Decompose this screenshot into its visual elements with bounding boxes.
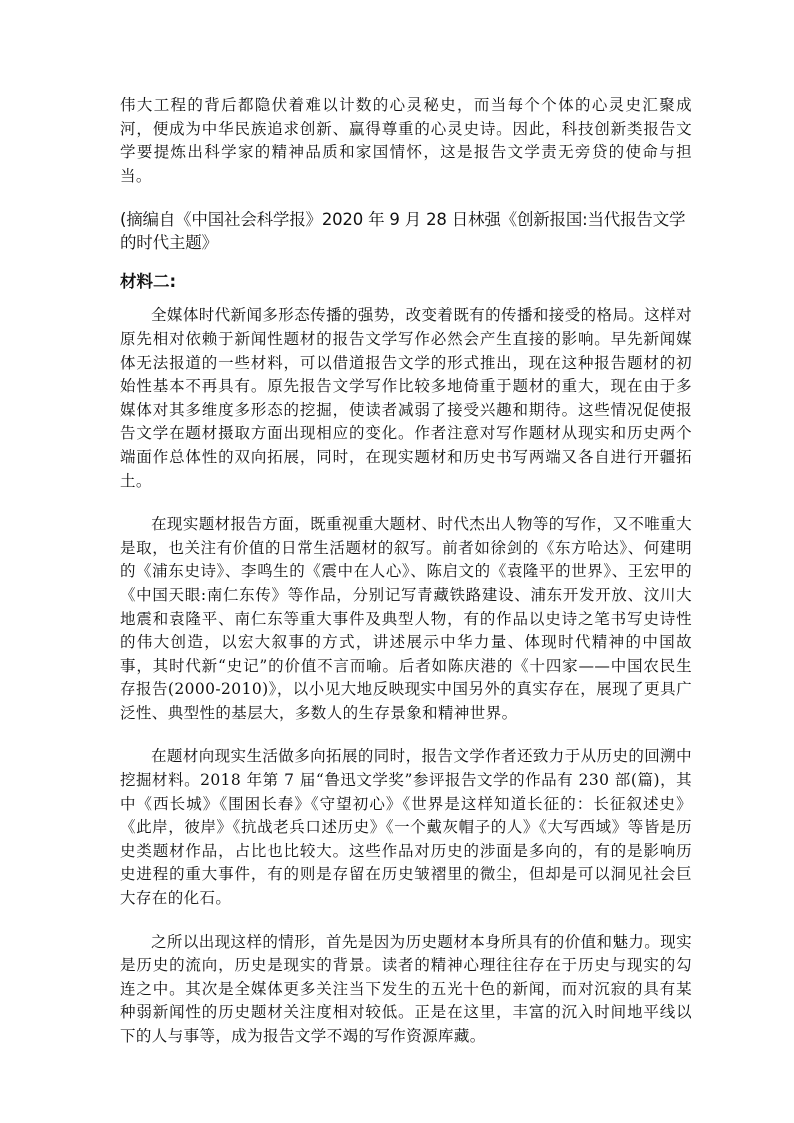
intro-paragraph: 伟大工程的背后都隐伏着难以计数的心灵秘史，而当每个个体的心灵史汇聚成河，便成为中华民族追求创新、赢得尊重的心灵史诗。因此，科技创新类报告文学要提炼出科学家的精神品质和家国情怀，这是报告文学责无旁贷的使命与担当。 [120, 96, 692, 185]
paragraph-gap [120, 911, 692, 931]
body-paragraph: 在现实题材报告方面，既重视重大题材、时代杰出人物等的写作，又不唯重大是取，也关注有价值的日常生活题材的叙写。前者如徐剑的《东方哈达》、何建明的《浦东史诗》、李鸣生的《震中在人心》、陈启文的《袁隆平的世界》、王宏甲的《中国天眼:南仁东传》等作品，分别记写青藏铁路建设、浦东开发开放、汶川大地震和袁隆平、南仁东等重大事件及典型人物，有的作品以史诗之笔书写史诗性的伟大创造，以宏大叙事的方式，讲述展示中华力量、体现时代精神的中国故事，其时代新“史记”的价值不言而喻。后者如陈庆港的《十四家——中国农民生存报告(2000-2010)》，以小见大地反映现实中国另外的真实存在，展现了更具广泛性、典型性的基层大，多数人的生存景象和精神世界。 [120, 515, 692, 722]
body-paragraph: 在题材向现实生活做多向拓展的同时，报告文学作者还致力于从历史的回溯中挖掘材料。2018 年第 7 届“鲁迅文学奖”参评报告文学的作品有 230 部(篇)，其中《西长城》《围困长春》《守望初心》《世界是这样知道长征的：长征叙述史》《此岸，彼岸》《抗战老兵口述历史》《一个戴灰帽子的人》《大写西域》等皆是历史类题材作品，占比也比较大。这些作品对历史的涉面是多向的，有的是影响历史进程的重大事件，有的则是存留在历史皱褶里的微尘，但却是可以洞见社会巨大存在的化石。 [120, 747, 692, 908]
paragraph-gap [120, 725, 692, 745]
paragraph-gap [120, 493, 692, 513]
body-paragraph: 之所以出现这样的情形，首先是因为历史题材本身所具有的价值和魅力。现实是历史的流向，历史是现实的背景。读者的精神心理往往存在于历史与现实的勾连之中。其次是全媒体更多关注当下发生的五光十色的新闻，而对沉寂的具有某种弱新闻性的历史题材关注度相对较低。正是在这里，丰富的沉入时间地平线以下的人与事等，成为报告文学不竭的写作资源库藏。 [120, 932, 692, 1045]
body-paragraph: 全媒体时代新闻多形态传播的强势，改变着既有的传播和接受的格局。这样对原先相对依赖于新闻性题材的报告文学写作必然会产生直接的影响。早先新闻媒体无法报道的一些材料，可以借道报告文学的形式推出，现在这种报告题材的初始性基本不再具有。原先报告文学写作比较多地倚重于题材的重大，现在由于多媒体对其多维度多形态的挖掘，使读者减弱了接受兴趣和期待。这些情况促使报告文学在题材摄取方面出现相应的变化。作者注意对写作题材从现实和历史两个端面作总体性的双向拓展，同时，在现实题材和历史书写两端又各自进行开疆拓土。 [120, 306, 692, 490]
source-citation: (摘编自《中国社会科学报》2020 年 9 月 28 日林强《创新报国:当代报告文学的时代主题》 [120, 210, 686, 253]
section-heading: 材料二: [120, 272, 177, 292]
document-page [120, 94, 692, 1049]
